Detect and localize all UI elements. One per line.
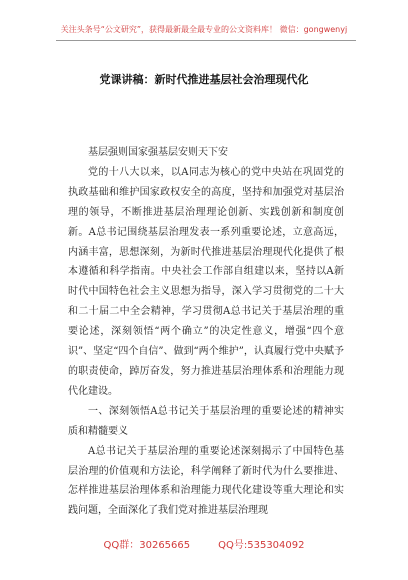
section-heading: 基层强则国家强基层安则天下安 [88,147,228,158]
body-paragraph: A总书记关于基层治理的重要论述深刻揭示了中国特色基层治理的价值观和方法论，科学阐释了新时代为什么要推进、怎样推进基层治理体系和治理能力现代化建设等重大理论和实践问题，全面深化了我们党对推进基层治理现 [68,445,344,517]
body-paragraph: 党的十八大以来，以A同志为核心的党中央站在巩固党的执政基础和维护国家政权安全的高度，坚持和加强党对基层治理的领导，不断推进基层治理理论创新、实践创新和制度创新。A总书记围绕基层治理发表一系列重要论述，立意高远，内涵丰富，思想深刻，为新时代推进基层治理现代化提供了根本遵循和科学指南。中央社会工作部自组建以来，坚持以A新时代中国特色社会主义思想为指导，深入学习贯彻党的二十大和二十届二中全会精神，学习贯彻A总书记关于基层治理的重要论述，深刻领悟“两个确立”的决定性意义，增强“四个意识”、坚定“四个自信”、做到“两个维护”，认真履行党中央赋予的职责使命，踔厉奋发，努力推进基层治理体系和治理能力现代化建设。 [68,166,344,397]
section-heading: 一、深刻领悟A总书记关于基层治理的重要论述的精神实质和精髓要义 [68,405,344,437]
qq-number: QQ号:535304092 [218,540,305,551]
header-divider [56,40,356,41]
footer-contact [0,536,408,551]
qq-group: QQ群：30265665 [103,540,191,551]
header-banner: 关注头条号“公文研究”，获得最新最全最专业的公文资料库！ 微信：gongwenyj [60,25,348,34]
document-title: 党课讲稿：新时代推进基层社会治理现代化 [99,73,309,86]
document-body [68,143,344,521]
